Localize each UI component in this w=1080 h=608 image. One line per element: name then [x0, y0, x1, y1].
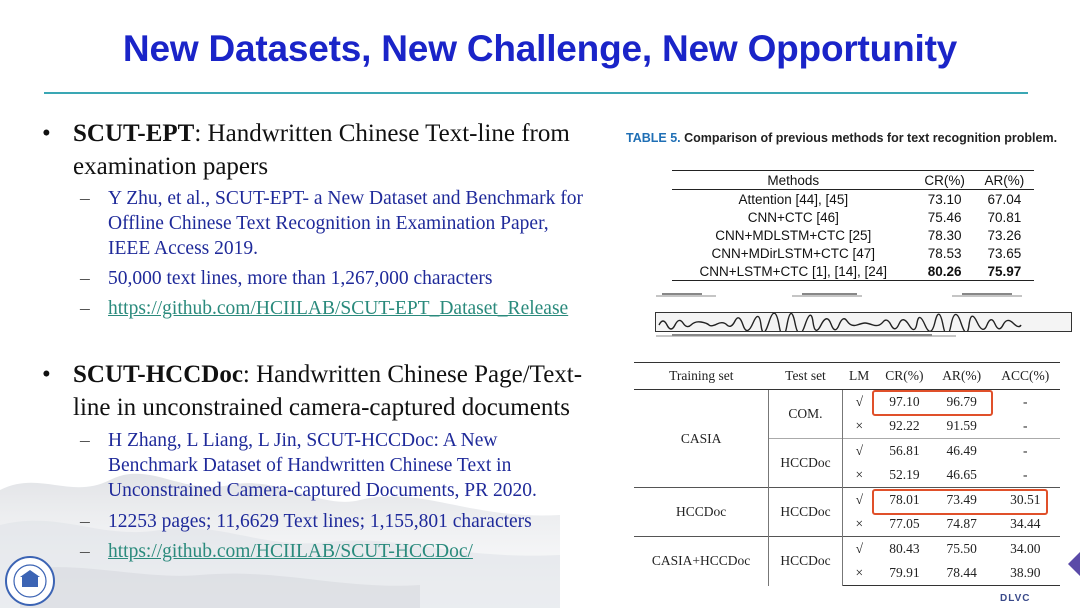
slide: New Datasets, New Challenge, New Opportunity • SCUT-EPT: Handwritten Chinese Text-line from examination papers – Y Zhu, et al., SCUT-EPT- a New Dataset and Benchmark for Offline Chinese Text Recognition in Examination Paper, IEEE Access 2019. – 50,000 text lines, more than 1,267,000 characters – https://github.com/HCIILAB/SCUT-EPT_Dataset_Release • SCUT-HCCDoc: Handwritten Chinese Page/Text- line in unconstrained camera-captured documents – H Zhang, L Liang, L Jin, SCUT-HCCDoc: A New Benchmark Dataset of Handwritten Chinese Text in Unconstrained Camera-captured Documents, PR 2020. – 12253 pages; 11,6629 Text lines; 1,155,801 characters – https://github.com/HCIILAB/SCUT-HCCDoc/ TABLE 5. Comparison of previous methods for text recognition problem. Methods CR(%) AR(%) Attention [44], [45] 73.10 67.04 CNN+CTC [46] 75.46 70.81 CNN+MDLSTM+CTC [25] 78.30 73.26 CNN+MDirLSTM+CTC [47] 78.53 73.65 CNN+LSTM+CTC [1], [14], [24] 80.26 75.97 Training set Test set LM CR(%) AR(%) ACC(%) CASIA COM. √ 97.10 96.79 - × 92.22 91.59 - HCCDoc √ 56.81 46.49 - × 52.19 46.65 - HCCDoc HCCDoc √ 78.01 73.49 30.51 × 77.05 74.87 34.44 CASIA+HCCDoc HCCDoc √ 80.43 75.50 34.00 × 79.91 78.44 38.90 DLVC: [0, 0, 1080, 608]
table-row: × 77.05 74.87 34.44: [855, 516, 1041, 531]
table-header: Methods: [672, 171, 915, 190]
github-link-scut-hccdoc[interactable]: https://github.com/HCIILAB/SCUT-HCCDoc/: [108, 541, 473, 562]
table-header: Training set: [634, 363, 769, 390]
title-divider: [44, 92, 1028, 94]
table5-caption: TABLE 5. Comparison of previous methods for text recognition problem.: [626, 131, 1058, 145]
table-row: CNN+MDirLSTM+CTC [47] 78.53 73.65: [711, 245, 1022, 261]
table-header: LM: [842, 363, 876, 390]
table-header: AR(%): [933, 363, 991, 390]
table-row: CASIA COM. √ 97.10 96.79 -: [634, 390, 1060, 415]
table-header: ACC(%): [991, 363, 1060, 390]
table-row: CNN+LSTM+CTC [1], [14], [24] 80.26 75.97: [672, 262, 1034, 281]
table-row: × 79.91 78.44 38.90: [634, 561, 1060, 586]
github-link-scut-ept[interactable]: https://github.com/HCIILAB/SCUT-EPT_Dataset_Release: [108, 298, 569, 319]
brand-logo: DLVC: [1000, 593, 1031, 604]
table-header: CR(%): [876, 363, 933, 390]
table-header: Test set: [769, 363, 843, 390]
table-row: CNN+CTC [46] 75.46 70.81: [747, 209, 1022, 225]
highlight-box: [872, 390, 993, 416]
table-row: Attention [44], [45] 73.10 67.04: [738, 191, 1022, 207]
table-hccdoc-results: [634, 362, 1060, 586]
university-seal-icon: [4, 555, 56, 607]
table-row: CASIA+HCCDoc HCCDoc √ 80.43 75.50 34.00: [634, 537, 1060, 562]
dataset-name: SCUT-EPT: [73, 120, 195, 147]
table-row: HCCDoc HCCDoc √ 78.01 73.49 30.51: [634, 488, 1060, 513]
handwritten-text-line-image: [655, 312, 1072, 332]
table-row: × 52.19 46.65 -: [855, 467, 1028, 482]
table-header: CR(%): [915, 171, 975, 190]
dataset-name: SCUT-HCCDoc: [73, 361, 243, 388]
table5-comparison: [672, 170, 1034, 281]
next-arrow-icon[interactable]: [1068, 552, 1080, 576]
table-row: HCCDoc √ 56.81 46.49 -: [634, 439, 1060, 464]
table-header: AR(%): [975, 171, 1034, 190]
highlight-box: [872, 489, 1048, 515]
table-row: × 92.22 91.59 -: [855, 418, 1028, 433]
slide-title: New Datasets, New Challenge, New Opportunity: [122, 28, 958, 69]
table-row: CNN+MDLSTM+CTC [25] 78.30 73.26: [715, 227, 1022, 243]
